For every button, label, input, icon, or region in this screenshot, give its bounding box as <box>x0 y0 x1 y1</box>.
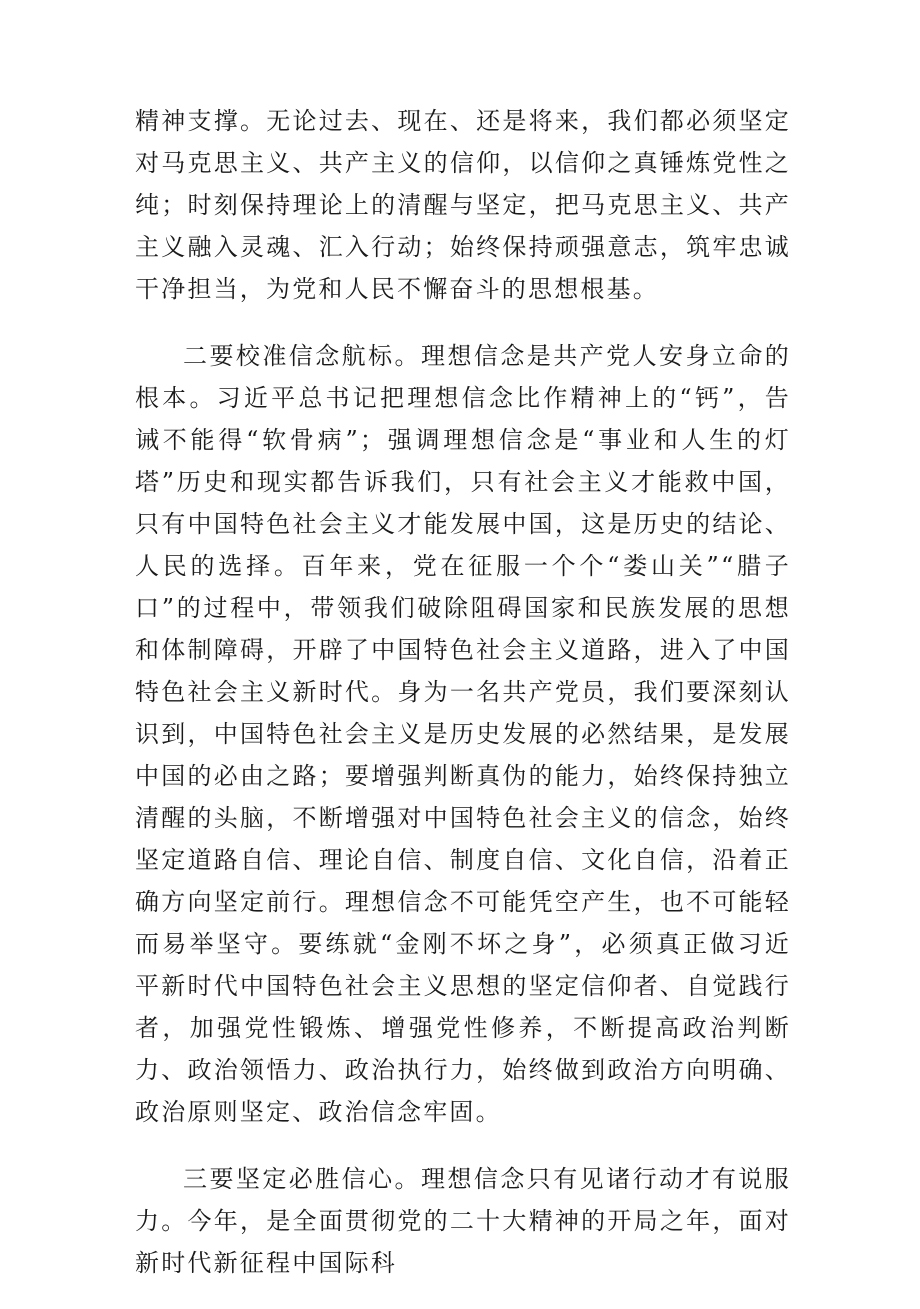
paragraph-point-two: 二要校准信念航标。理想信念是共产党人安身立命的根本。习近平总书记把理想信念比作精神上的“钙”，告诫不能得“软骨病”；强调理想信念是“事业和人生的灯塔”历史和现实都告诉我们，只有社会主义才能救中国，只有中国特色社会主义才能发展中国，这是历史的结论、人民的选择。百年来，党在征服一个个“娄山关”“腊子口”的过程中，带领我们破除阻碍国家和民族发展的思想和体制障碍，开辟了中国特色社会主义道路，进入了中国特色社会主义新时代。身为一名共产党员，我们要深刻认识到，中国特色社会主义是历史发展的必然结果，是发展中国的必由之路；要增强判断真伪的能力，始终保持独立清醒的头脑，不断增强对中国特色社会主义的信念，始终坚定道路自信、理论自信、制度自信、文化自信，沿着正确方向坚定前行。理想信念不可能凭空产生，也不可能轻而易举坚守。要练就“金刚不坏之身”，必须真正做习近平新时代中国特色社会主义思想的坚定信仰者、自觉践行者，加强党性锻炼、增强党性修养，不断提高政治判断力、政治领悟力、政治执行力，始终做到政治方向明确、政治原则坚定、政治信念牢固。 <box>135 342 791 1126</box>
document-body <box>135 100 791 1309</box>
paragraph-continuation: 精神支撑。无论过去、现在、还是将来，我们都必须坚定对马克思主义、共产主义的信仰，以信仰之真锤炼党性之纯；时刻保持理论上的清醒与坚定，把马克思主义、共产主义融入灵魂、汇入行动；始终保持顽强意志，筑牢忠诚干净担当，为党和人民不懈奋斗的思想根基。 <box>135 107 791 303</box>
paragraph-point-three: 三要坚定必胜信心。理想信念只有见诸行动才有说服力。今年，是全面贯彻党的二十大精神的开局之年，面对新时代新征程中国际科 <box>135 1165 791 1277</box>
